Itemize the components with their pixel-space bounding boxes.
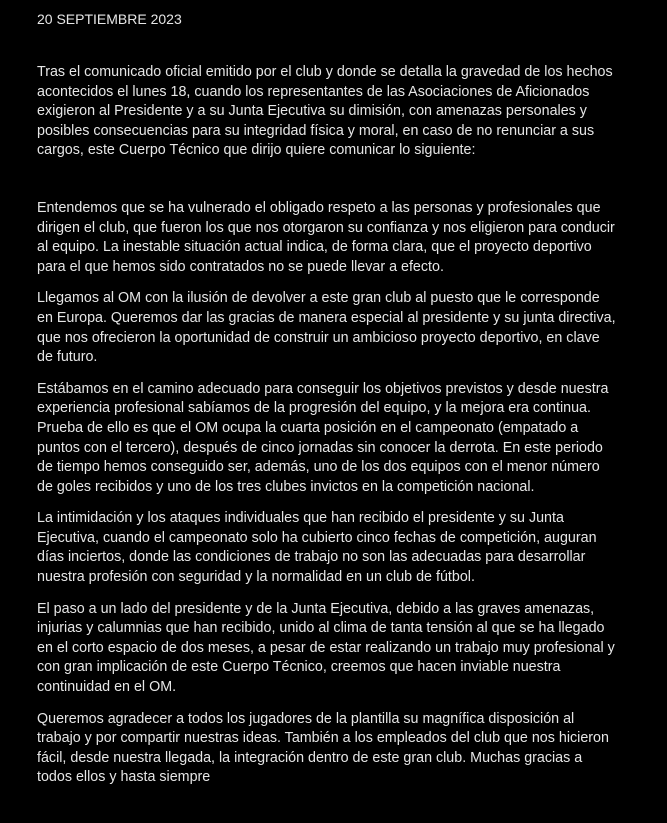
paragraph: El paso a un lado del presidente y de la Junta Ejecutiva, debido a las graves amenazas, injurias y calumnias que han recibido, unido al clima de tanta tensión al que se ha llegado en el corto espacio de dos meses, a pesar de estar realizando un trabajo muy profesional y con gran implicación de este Cuerpo Técnico, creemos que hacen inviable nuestra continuidad en el OM. [37, 600, 615, 696]
article-date: 20 SEPTIEMBRE 2023 [37, 11, 182, 27]
paragraph: Estábamos en el camino adecuado para conseguir los objetivos previstos y desde nuestra experiencia profesional sabíamos de la progresión del equipo, y la mejora era continua. Prueba de ello es que el OM ocupa la cuarta posición en el campeonato (empatado a puntos con el tercero), después de cinco jornadas sin conocer la derrota. En este periodo de tiempo hemos conseguido ser, además, uno de los dos equipos con el menor número de goles recibidos y uno de los tres clubes invictos en la competición nacional. [37, 380, 609, 495]
article-body [37, 63, 617, 788]
paragraph: Llegamos al OM con la ilusión de devolver a este gran club al puesto que le corresponde en Europa. Queremos dar las gracias de manera especial al presidente y su junta directiva, que nos ofrecieron la oportunidad de construir un ambicioso proyecto deportivo, en clave de futuro. [37, 290, 616, 366]
paragraph: Entendemos que se ha vulnerado el obligado respeto a las personas y profesionales que dirigen el club, que fueron los que nos otorgaron su confianza y nos eligieron para conducir al equipo. La inestable situación actual indica, de forma clara, que el proyecto deportivo para el que hemos sido contratados no se puede llevar a efecto. [37, 199, 615, 275]
paragraph: La intimidación y los ataques individuales que han recibido el presidente y su Junta Ejecutiva, cuando el campeonato solo ha cubierto cinco fechas de competición, auguran días inciertos, donde las condiciones de trabajo no son las adecuadas para desarrollar nuestra profesión con seguridad y la normalidad en un club de fútbol. [37, 510, 597, 586]
paragraph-intro: Tras el comunicado oficial emitido por el club y donde se detalla la gravedad de los hechos acontecidos el lunes 18, cuando los representantes de las Asociaciones de Aficionados exigieron al Presidente y a su Junta Ejecutiva su dimisión, con amenazas personales y posibles consecuencias para su integridad física y moral, en caso de no renunciar a sus cargos, este Cuerpo Técnico que dirijo quiere comunicar lo siguiente: [37, 64, 613, 159]
paragraph-closing: Queremos agradecer a todos los jugadores de la plantilla su magnífica disposición al trabajo y por compartir nuestras ideas. También a los empleados del club que nos hicieron fácil, desde nuestra llegada, la integración dentro de este gran club. Muchas gracias a todos ellos y hasta siempre [37, 710, 609, 786]
